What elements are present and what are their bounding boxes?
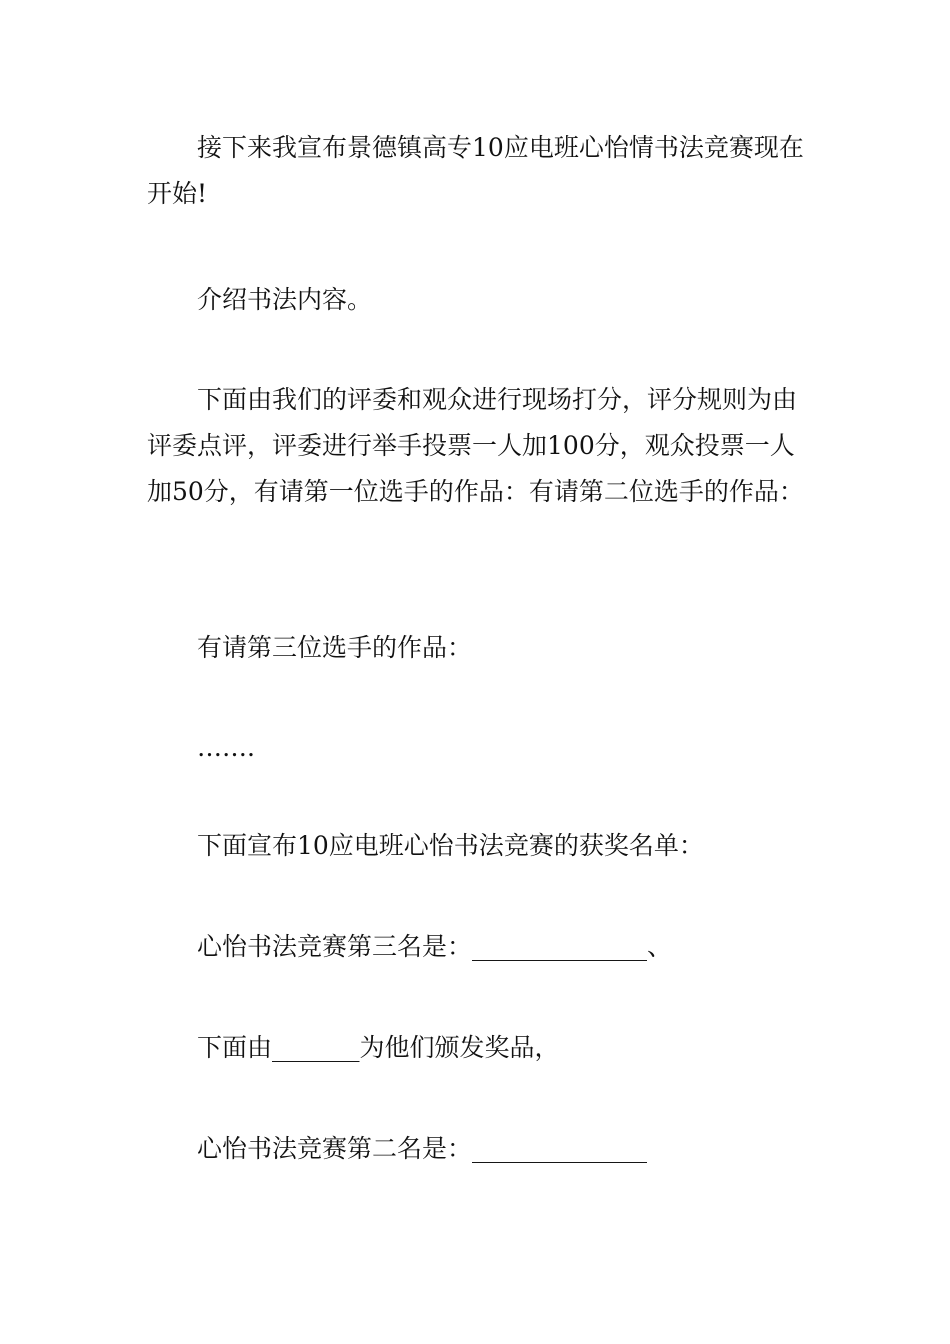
- paragraph-award-presenter: 下面由_______为他们颁发奖品，: [197, 1033, 560, 1062]
- paragraph-introduce-content: 介绍书法内容。: [197, 285, 373, 314]
- paragraph-third-place: 心怡书法竞赛第三名是：______________、: [197, 932, 673, 961]
- paragraph-scoring-rules: 下面由我们的评委和观众进行现场打分，评分规则为由评委点评，评委进行举手投票一人加100分，观众投票一人加50分，有请第一位选手的作品：有请第二位选手的作品：: [147, 385, 804, 506]
- paragraph-winners-announcement: 下面宣布10应电班心怡书法竞赛的获奖名单：: [197, 831, 704, 860]
- paragraph-ellipsis: …….: [197, 733, 255, 762]
- paragraph-third-contestant: 有请第三位选手的作品：: [197, 633, 473, 662]
- paragraph-competition-start: 接下来我宣布景德镇高专10应电班心怡情书法竞赛现在开始!: [147, 133, 804, 208]
- paragraph-second-place: 心怡书法竞赛第二名是：______________: [197, 1134, 648, 1163]
